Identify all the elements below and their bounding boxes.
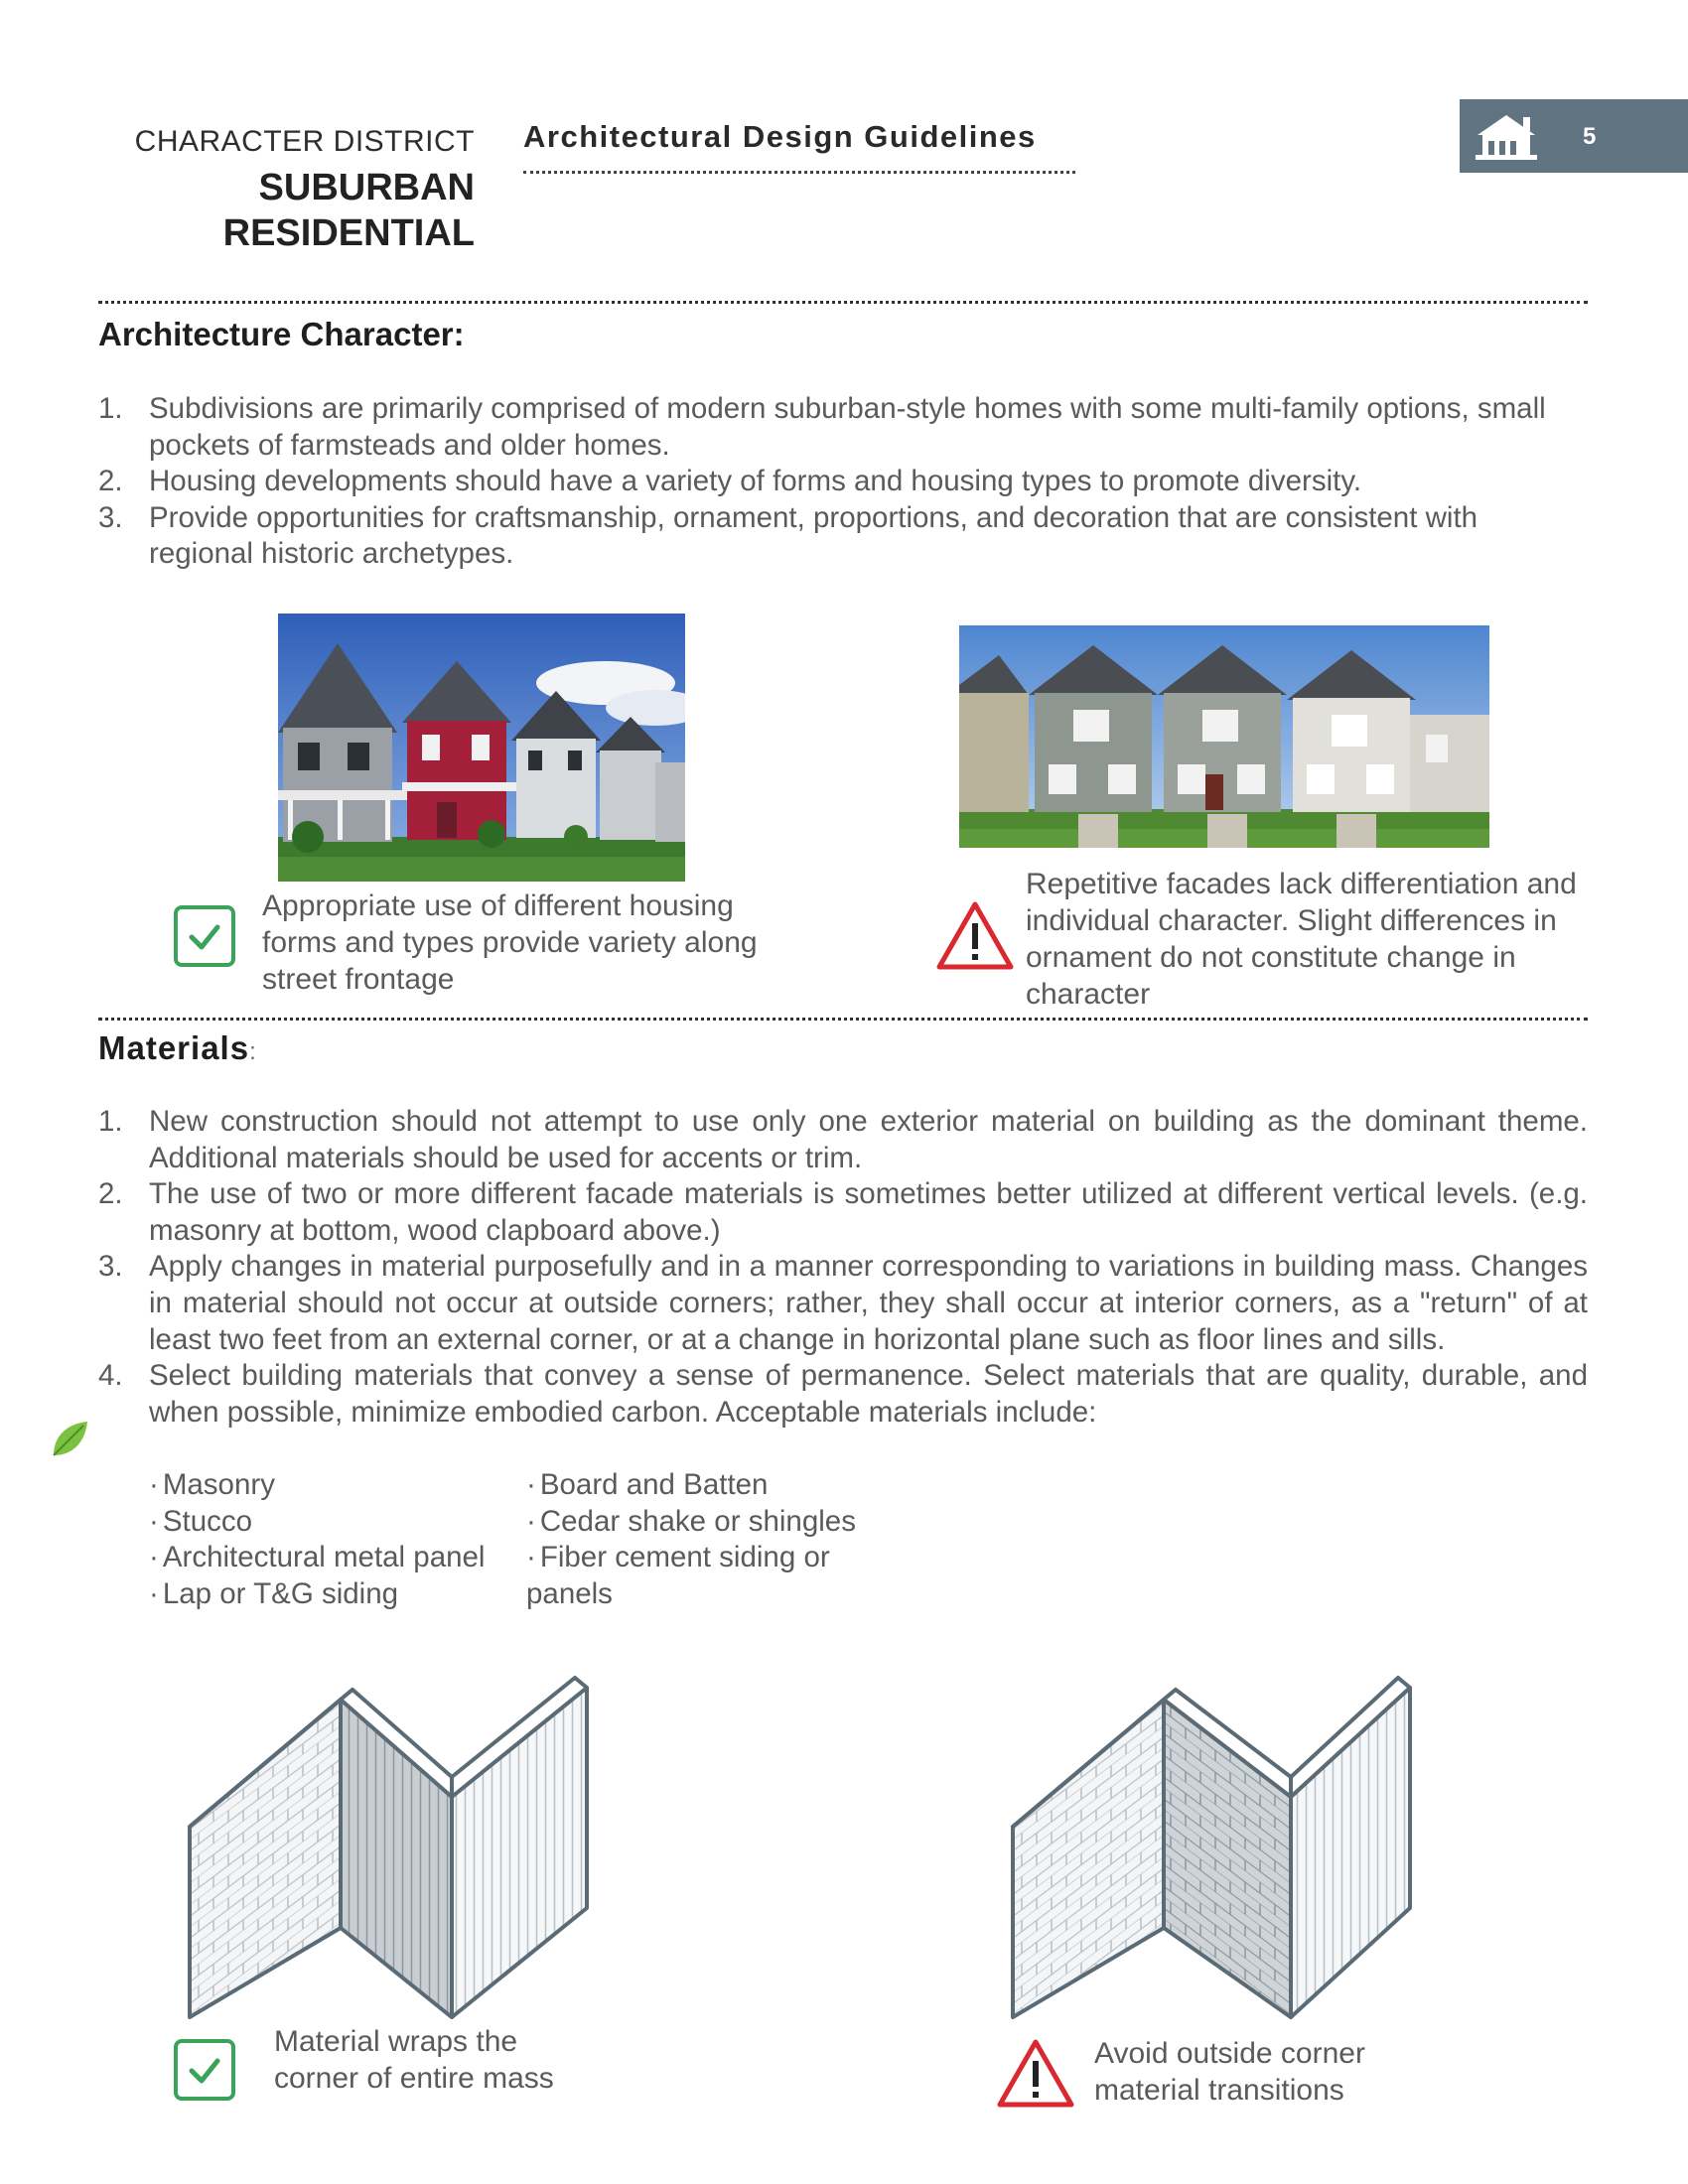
guidelines-rule	[523, 171, 1075, 174]
district-name-line2: RESIDENTIAL	[222, 212, 475, 254]
list-item	[98, 1176, 1588, 1249]
list-text: New construction should not attempt to use only one exterior material on building as the dominant theme. Additional materials should be used for accents or trim.	[149, 1105, 1588, 1174]
list-text: Select building materials that convey a sense of permanence. Select materials that are quality, durable, and when possible, minimize embodied carbon. Acceptable materials include:	[149, 1359, 1588, 1429]
approved-check-icon	[174, 2039, 235, 2101]
list-number: 1.	[98, 392, 123, 425]
material-item: · Cedar shake or shingles	[526, 1504, 904, 1541]
leaf-icon	[48, 1418, 91, 1461]
list-item	[98, 500, 1588, 573]
materials-title	[98, 1029, 257, 1067]
approved-check-icon	[174, 905, 235, 967]
material-wrap-caption: Material wraps the corner of entire mass	[274, 2025, 554, 2095]
list-item	[98, 1249, 1588, 1358]
list-item	[98, 1104, 1588, 1176]
material-item: · Stucco	[149, 1504, 526, 1541]
list-number: 3.	[98, 1250, 123, 1284]
architecture-list	[98, 391, 1588, 573]
material-item: · Fiber cement siding or panels	[526, 1540, 904, 1612]
section-divider	[98, 301, 1588, 304]
warning-icon	[996, 2037, 1075, 2109]
list-number: 2.	[98, 465, 123, 498]
page-number: 5	[1583, 123, 1597, 150]
architecture-title: Architecture Character:	[98, 316, 465, 352]
good-housing-caption: Appropriate use of different housing forms and types provide variety along street frontage	[262, 889, 758, 996]
section-divider	[98, 1018, 1588, 1021]
house-icon	[1474, 111, 1539, 161]
list-item	[98, 391, 1588, 464]
list-number: 4.	[98, 1359, 123, 1393]
bad-housing-caption: Repetitive facades lack differentiation and individual character. Slight differences in ornament do not constitute change in character	[1026, 868, 1577, 1011]
material-item: · Board and Batten	[526, 1467, 904, 1504]
list-text: Subdivisions are primarily comprised of modern suburban-style homes with some multi-family options, small pockets of farmsteads and older homes.	[149, 392, 1546, 462]
warning-icon	[935, 899, 1015, 971]
list-number: 1.	[98, 1105, 123, 1138]
materials-column-left	[149, 1467, 526, 1612]
district-name	[223, 165, 475, 256]
district-name-line1: SUBURBAN	[258, 167, 475, 208]
outside-corner-caption: Avoid outside corner material transitions	[1094, 2037, 1365, 2107]
repetitive-houses-photo	[959, 625, 1489, 848]
district-label: CHARACTER DISTRICT	[134, 125, 475, 158]
list-text: Apply changes in material purposefully and in a manner corresponding to variations in building mass. Changes in material should not occur at outside corners; rather, they shall occur at interior corners, as a "return" of at least two feet from an external corner, or at a change in horizontal plane such as floor lines and sills.	[149, 1250, 1588, 1356]
materials-title-text: Materials	[98, 1029, 250, 1066]
list-text: Provide opportunities for craftsmanship, ornament, proportions, and decoration that are consistent with regional historic archetypes.	[149, 500, 1478, 571]
material-item: · Masonry	[149, 1467, 526, 1504]
materials-column-right	[526, 1467, 904, 1612]
list-text: Housing developments should have a variety of forms and housing types to promote diversity.	[149, 465, 1362, 498]
materials-title-colon: :	[249, 1038, 257, 1065]
materials-list	[98, 1104, 1588, 1431]
guidelines-title: Architectural Design Guidelines	[523, 119, 1037, 154]
varied-houses-photo	[278, 614, 685, 882]
material-wrap-diagram	[184, 1648, 601, 2020]
list-number: 3.	[98, 500, 123, 534]
list-text: The use of two or more different facade materials is sometimes better utilized at different vertical levels. (e.g. masonry at bottom, wood clapboard above.)	[149, 1177, 1588, 1247]
outside-corner-diagram	[1007, 1648, 1424, 2020]
material-item: · Lap or T&G siding	[149, 1576, 526, 1613]
acceptable-materials	[149, 1467, 904, 1612]
list-number: 2.	[98, 1177, 123, 1211]
list-item	[98, 464, 1588, 500]
list-item	[98, 1358, 1588, 1431]
material-item: · Architectural metal panel	[149, 1540, 526, 1576]
